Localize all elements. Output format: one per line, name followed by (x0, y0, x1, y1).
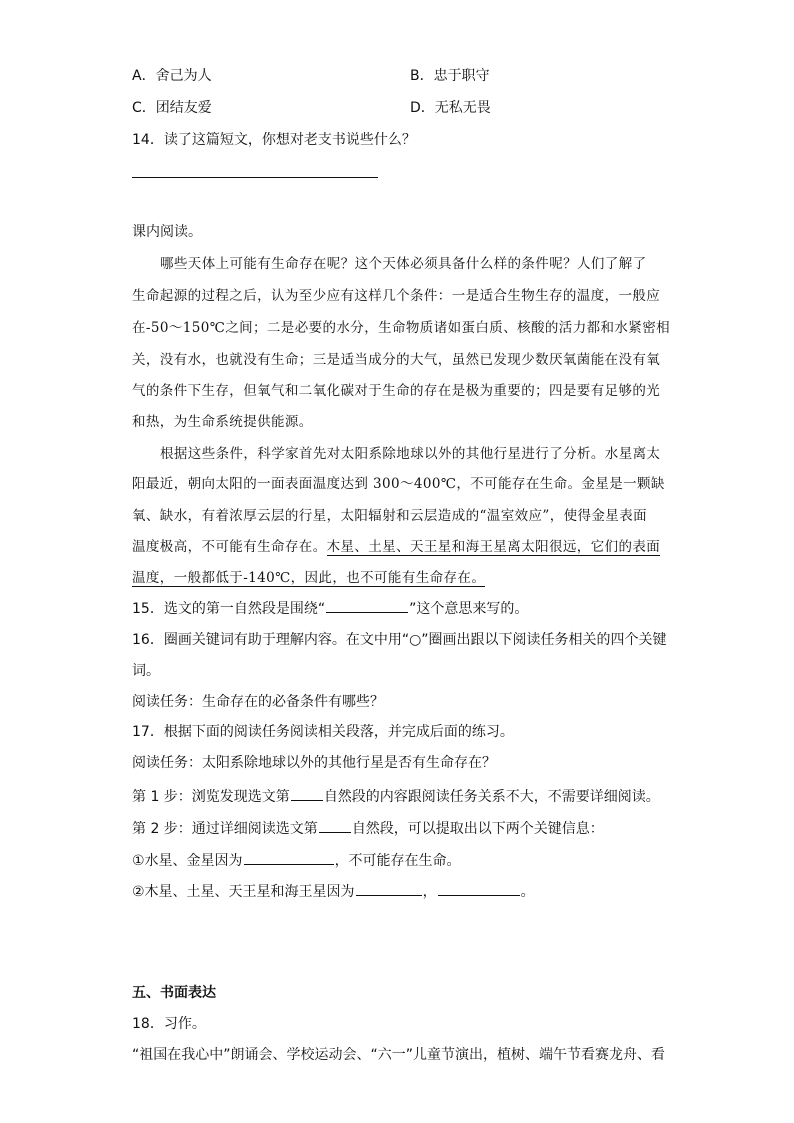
paragraph-2-line (132, 568, 485, 588)
key-info-1-blank[interactable] (244, 849, 334, 865)
paragraph-2-line: 氧、缺水，有着浓厚云层的行星，太阳辐射和云层造成的“温室效应”，使得金星表面 (132, 508, 648, 524)
paragraph-1-line: 在-50～150℃之间；二是必要的水分，生命物质诸如蛋白质、核酸的活力都和水紧密相 (132, 320, 671, 336)
key-info-1-prefix: ①水星、金星因为 (132, 853, 243, 869)
paragraph-1-line: 和热，为生命系统提供能源。 (132, 414, 313, 430)
option-c: C．团结友爱 (132, 100, 212, 116)
step-1-blank[interactable] (291, 785, 323, 801)
paragraph-2-text: 温度极高，不可能有生命存在。 (132, 539, 327, 555)
question-15 (132, 597, 528, 619)
underlined-sentence-part2: 温度，一般都低于-140℃，因此，也不可能有生命存在。 (132, 570, 486, 586)
key-info-2-prefix: ②木星、土星、天王星和海王星因为 (132, 884, 355, 900)
q15-suffix: ”这个意思来写的。 (409, 601, 529, 617)
key-info-2-suffix: 。 (520, 884, 535, 900)
question-14: 14．读了这篇短文，你想对老支书说些什么？ (132, 132, 416, 148)
question-17-task: 阅读任务：太阳系除地球以外的其他行星是否有生命存在？ (132, 755, 496, 771)
reading-title: 课内阅读。 (132, 224, 202, 240)
underlined-sentence-part1: 木星、土星、天王星和海王星离太阳很远，它们的表面 (326, 539, 661, 555)
paragraph-1-line: 气的条件下生存，但氧气和二氧化碳对于生命的存在是极为重要的；四是要有足够的光 (132, 383, 661, 399)
paragraph-1-line: 哪些天体上可能有生命存在呢？这个天体必须具备什么样的条件呢？人们了解了 (160, 256, 647, 272)
step-2-suffix: 自然段，可以提取出以下两个关键信息： (351, 821, 604, 837)
step-1-suffix: 自然段的内容跟阅读任务关系不大，不需要详细阅读。 (323, 789, 660, 805)
key-info-2-comma: ， (422, 884, 437, 900)
step-2-blank[interactable] (319, 817, 351, 833)
key-info-1 (132, 849, 461, 871)
step-1-prefix: 第 1 步：浏览发现选文第 (132, 789, 290, 805)
question-18-line1: “祖国在我心中”朗诵会、学校运动会、“六一”儿童节演出，植树、端午节看赛龙舟、看 (132, 1047, 666, 1063)
paragraph-1-line: 关，没有水，也就没有生命；三是适当成分的大气，虽然已发现少数厌氧菌能在没有氧 (132, 352, 661, 368)
step-2-prefix: 第 2 步：通过详细阅读选文第 (132, 821, 318, 837)
paragraph-2-line (132, 537, 660, 557)
section-heading: 五、书面表达 (132, 985, 216, 1001)
key-info-2-blank-2[interactable] (438, 880, 520, 896)
question-17: 17．根据下面的阅读任务阅读相关段落，并完成后面的练习。 (132, 724, 514, 740)
question-18: 18．习作。 (132, 1016, 206, 1032)
step-2 (132, 817, 604, 839)
step-1 (132, 785, 660, 807)
key-info-2-blank-1[interactable] (356, 880, 422, 896)
option-d: D．无私无畏 (410, 100, 491, 116)
option-a: A．舍己为人 (132, 68, 212, 84)
question-16-line2: 词。 (132, 663, 160, 679)
paragraph-2-line: 根据这些条件，科学家首先对太阳系除地球以外的其他行星进行了分析。水星离太 (160, 446, 661, 462)
q15-answer-blank[interactable] (326, 597, 408, 613)
key-info-2 (132, 880, 535, 902)
option-b: B．忠于职守 (410, 68, 490, 84)
answer-line-14[interactable] (132, 177, 378, 178)
question-16-task: 阅读任务：生命存在的必备条件有哪些？ (132, 694, 384, 710)
paragraph-2-line: 阳最近，朝向太阳的一面表面温度达到 300～400℃，不可能存在生命。金星是一颗缺 (132, 476, 665, 492)
q15-prefix: 15．选文的第一自然段是围绕“ (132, 601, 326, 617)
question-16-line1: 16．圈画关键词有助于理解内容。在文中用“○”圈画出跟以下阅读任务相关的四个关键 (132, 632, 667, 648)
key-info-1-suffix: ，不可能存在生命。 (334, 853, 461, 869)
paragraph-1-line: 生命起源的过程之后，认为至少应有这样几个条件：一是适合生物生存的温度，一般应 (132, 288, 661, 304)
